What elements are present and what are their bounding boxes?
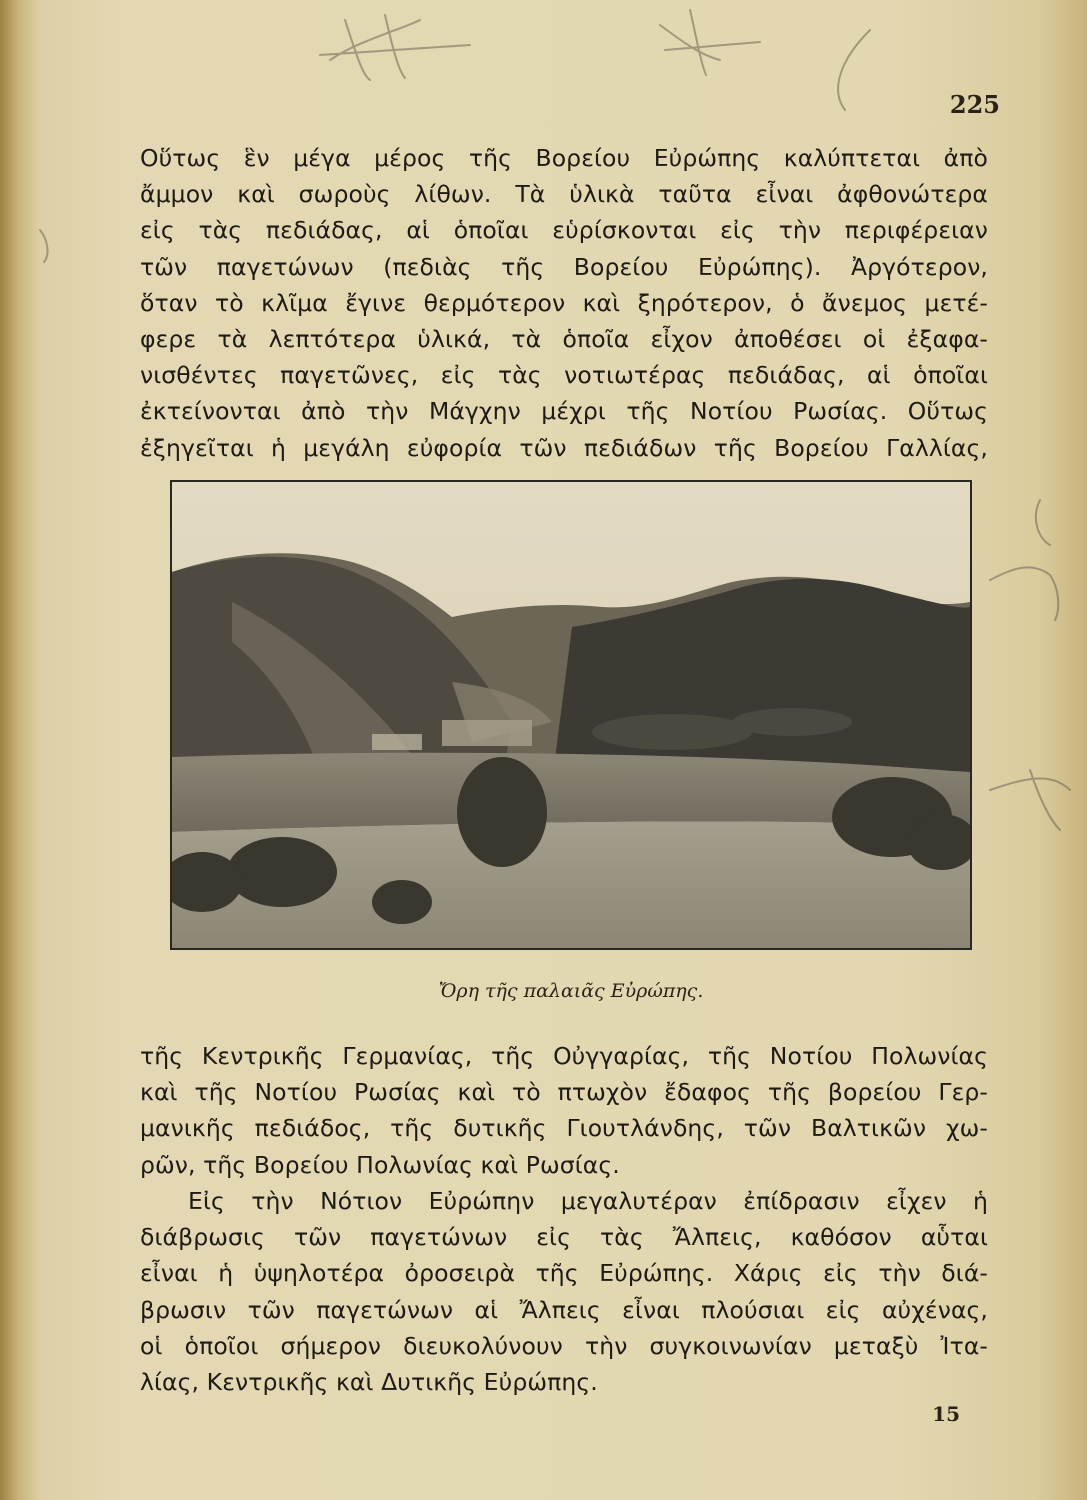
text-line: λίας, Κεντρικῆς καὶ Δυτικῆς Εὐρώπης. [140, 1367, 598, 1396]
text-line: εἰς τὰς πεδιάδας, αἱ ὁποῖαι εὑρίσκονται εἰς τὴν περιφέρειαν [140, 216, 988, 245]
page-number: 225 [949, 90, 1000, 119]
paragraph-top [140, 140, 988, 466]
text-line: ἐξηγεῖται ἡ μεγάλη εὐφορία τῶν πεδιάδων τῆς Βορείου Γαλλίας, [140, 433, 988, 462]
text-line: νισθέντες παγετῶνες, εἰς τὰς νοτιωτέρας πεδιάδας, αἱ ὁποῖαι [140, 361, 988, 390]
text-line: καὶ τῆς Νοτίου Ρωσίας καὶ τὸ πτωχὸν ἔδαφος τῆς βορείου Γερ- [140, 1078, 988, 1107]
text-line: φερε τὰ λεπτότερα ὑλικά, τὰ ὁποῖα εἶχον ἀποθέσει οἱ ἐξαφα- [140, 324, 988, 353]
photo-buildings [442, 720, 532, 746]
landscape-photo [170, 480, 972, 950]
text-line: Οὕτως ἓν μέγα μέρος τῆς Βορείου Εὐρώπης καλύπτεται ἀπὸ [140, 144, 988, 172]
text-line: ἄμμον καὶ σωροὺς λίθων. Τὰ ὑλικὰ ταῦτα εἶναι ἀφθονώτερα [140, 180, 988, 209]
sheet-number: 15 [932, 1402, 960, 1426]
text-line: ρῶν, τῆς Βορείου Πολωνίας καὶ Ρωσίας. [140, 1150, 620, 1179]
text-line: εἶναι ἡ ὑψηλοτέρα ὀροσειρὰ τῆς Εὐρώπης. Χάρις εἰς τὴν διά- [140, 1259, 988, 1288]
text-line: διάβρωσις τῶν παγετώνων εἰς τὰς Ἄλπεις, καθόσον αὗται [140, 1223, 988, 1252]
text-line: βρωσιν τῶν παγετώνων αἱ Ἄλπεις εἶναι πλούσιαι εἰς αὐχένας, [140, 1295, 988, 1324]
paragraph-bottom-1 [140, 1038, 988, 1183]
figure-caption: Ὄρη τῆς παλαιᾶς Εὐρώπης. [438, 980, 704, 1002]
text-line: οἱ ὁποῖοι σήμερον διευκολύνουν τὴν συγκοινωνίαν μεταξὺ Ἰτα- [140, 1331, 988, 1360]
paragraph-bottom-2 [140, 1183, 988, 1400]
text-line: τῶν παγετώνων (πεδιὰς τῆς Βορείου Εὐρώπης). Ἀργότερον, [140, 252, 988, 281]
text-line: μανικῆς πεδιάδος, τῆς δυτικῆς Γιουτλάνδης, τῶν Βαλτικῶν χω- [140, 1114, 988, 1143]
text-line: Εἰς τὴν Νότιον Εὐρώπην μεγαλυτέραν ἐπίδρασιν εἶχεν ἡ [188, 1187, 988, 1215]
text-line: ὅταν τὸ κλῖμα ἔγινε θερμότερον καὶ ξηρότερον, ὁ ἄνεμος μετέ- [140, 288, 988, 317]
text-line: ἐκτείνονται ἀπὸ τὴν Μάγχην μέχρι τῆς Νοτίου Ρωσίας. Οὕτως [140, 397, 988, 426]
text-line: τῆς Κεντρικῆς Γερμανίας, τῆς Οὐγγαρίας, τῆς Νοτίου Πολωνίας [140, 1042, 988, 1070]
